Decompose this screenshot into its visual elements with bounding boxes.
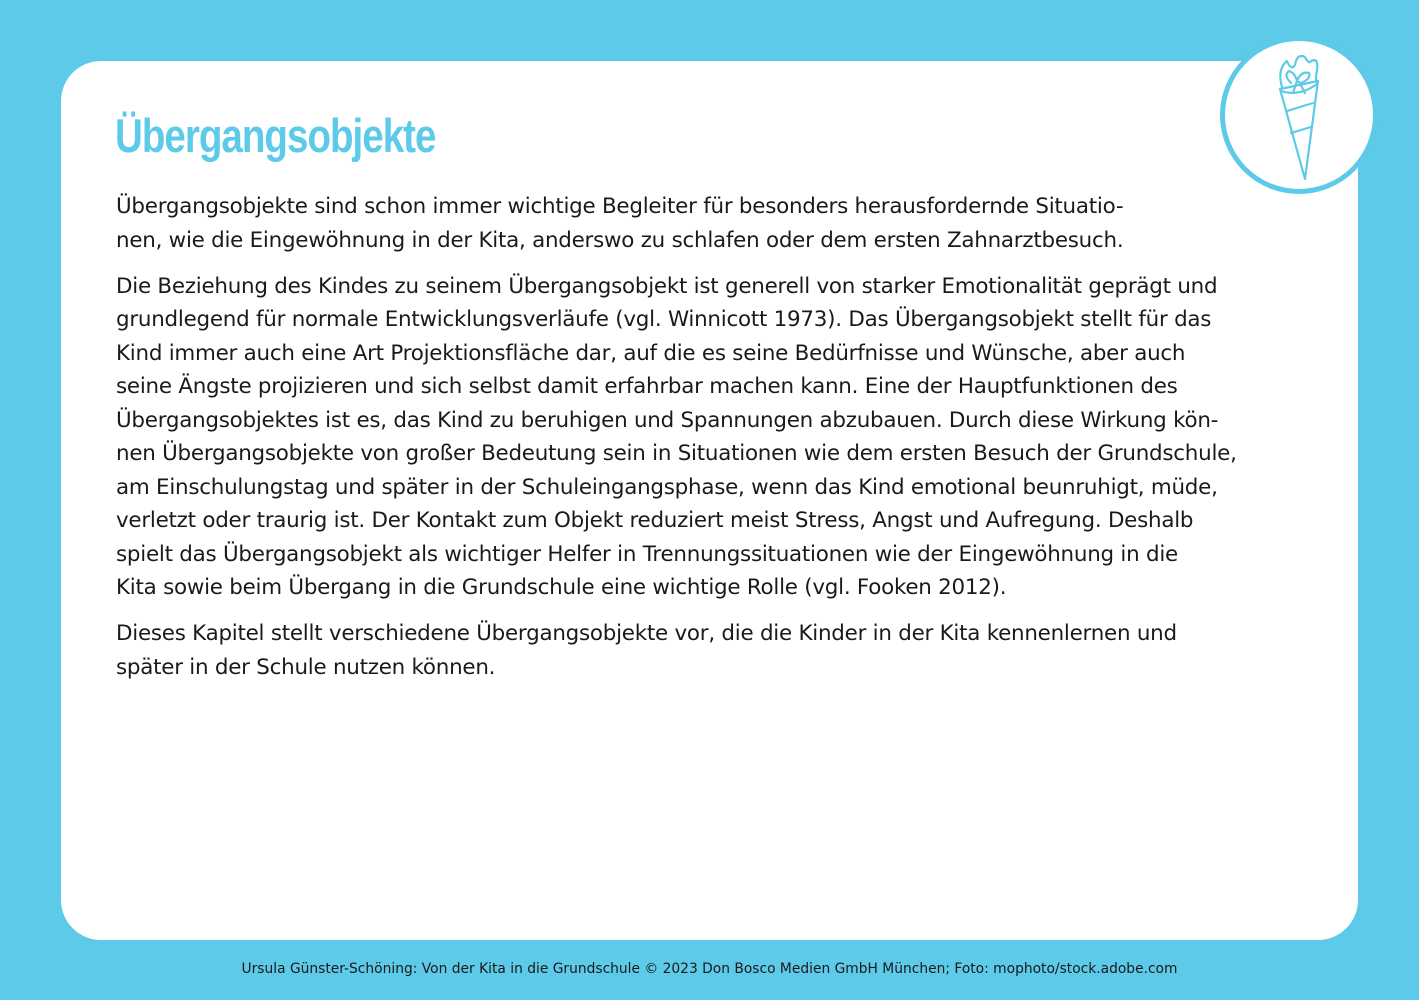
- text-line: spielt das Übergangsobjekt als wichtiger Helfer in Trennungssituationen wie der Eingewöhnung in die: [116, 541, 1178, 567]
- text-line: seine Ängste projizieren und sich selbst damit erfahrbar machen kann. Eine der Hauptfunktionen des: [116, 374, 1178, 399]
- text-line: später in der Schule nutzen können.: [116, 654, 496, 680]
- paragraph: [116, 617, 1326, 684]
- text-line: am Einschulungstag und später in der Schuleingangsphase, wenn das Kind emotional beunruhigt, müde,: [116, 474, 1218, 500]
- paragraph: [116, 270, 1326, 605]
- text-line: grundlegend für normale Entwicklungsverläufe (vgl. Winnicott 1973). Das Übergangsobjekt stellt für das: [116, 307, 1212, 332]
- school-cone-badge: [1220, 36, 1378, 194]
- footer-credit: Ursula Günster-Schöning: Von der Kita in die Grundschule © 2023 Don Bosco Medien GmbH München; Foto: mophoto/stock.adobe.com: [241, 961, 1178, 977]
- text-line: nen, wie die Eingewöhnung in der Kita, anderswo zu schlafen oder dem ersten Zahnarztbesuch.: [116, 227, 1124, 253]
- page-title: Übergangsobjekte: [115, 109, 436, 162]
- text-line: Übergangsobjektes ist es, das Kind zu beruhigen und Spannungen abzubauen. Durch diese Wirkung kön-: [116, 407, 1219, 433]
- school-cone-icon: [1225, 41, 1373, 189]
- text-line: Kind immer auch eine Art Projektionsfläche dar, auf die es seine Bedürfnisse und Wünsche, aber auch: [116, 340, 1186, 366]
- text-line: nen Übergangsobjekte von großer Bedeutung sein in Situationen wie dem ersten Besuch der Grundschule,: [116, 441, 1237, 466]
- text-line: Kita sowie beim Übergang in die Grundschule eine wichtige Rolle (vgl. Fooken 2012).: [116, 575, 1007, 600]
- paragraph: [116, 190, 1326, 257]
- text-line: Übergangsobjekte sind schon immer wichtige Begleiter für besonders herausfordernde Situatio-: [116, 194, 1124, 219]
- text-line: Die Beziehung des Kindes zu seinem Übergangsobjekt ist generell von starker Emotionalität geprägt und: [116, 273, 1218, 299]
- text-line: Dieses Kapitel stellt verschiedene Übergangsobjekte vor, die die Kinder in der Kita kennenlernen und: [116, 621, 1177, 646]
- body-text: [116, 190, 1326, 697]
- text-line: verletzt oder traurig ist. Der Kontakt zum Objekt reduziert meist Stress, Angst und Aufregung. Deshalb: [116, 508, 1194, 533]
